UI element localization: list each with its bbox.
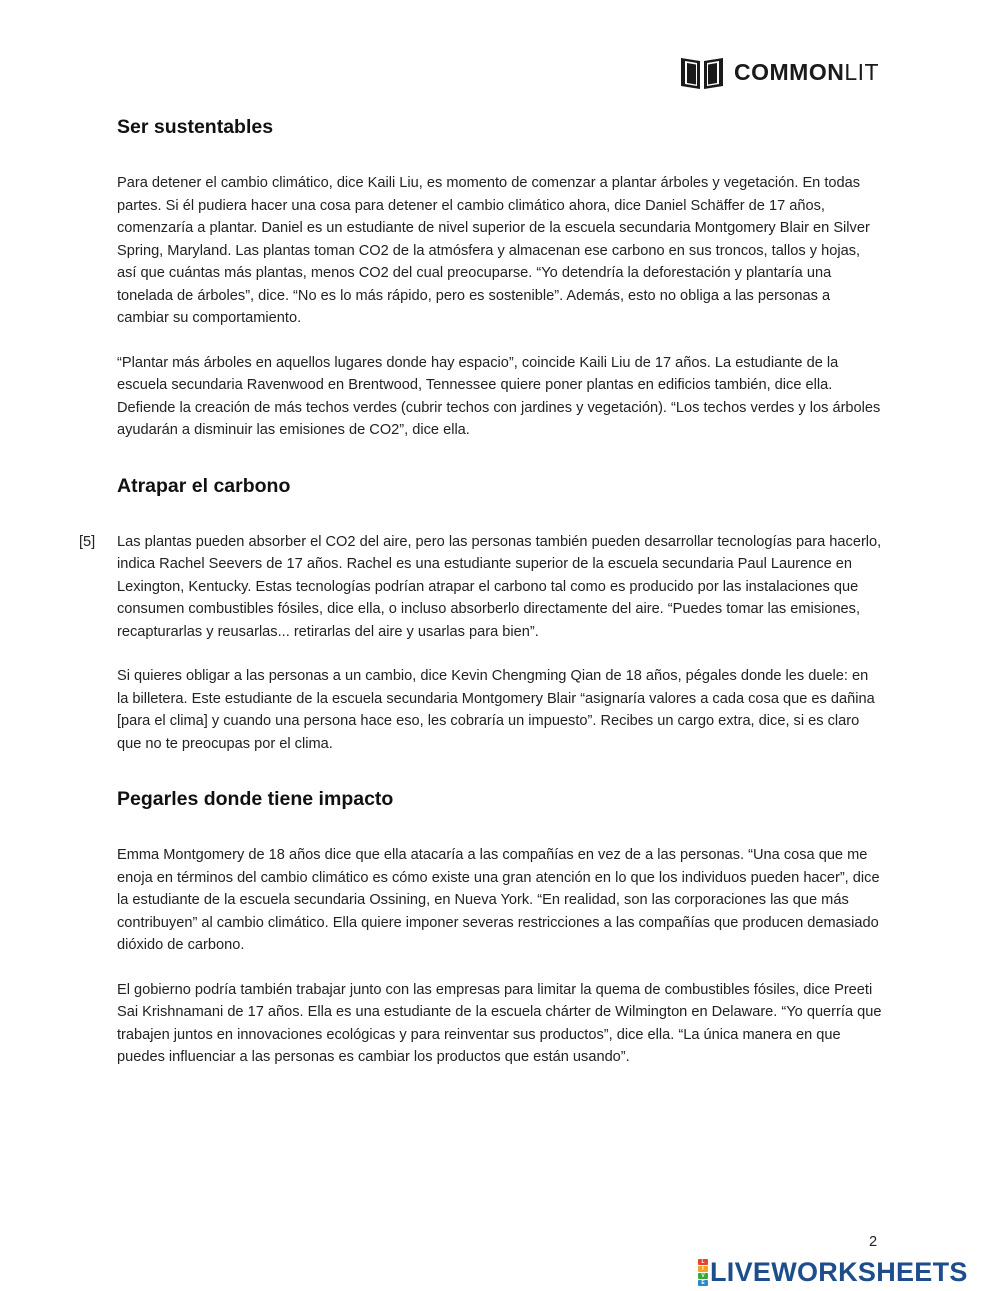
paragraph: Las plantas pueden absorber el CO2 del aire, pero las personas también pueden desarrollar tecnologías para hacerlo, indica Rachel Seevers de 17 años. Rachel es una estudiante superior de la escuela secundaria Paul Laurence en Lexington, Kentucky. Estas tecnologías podrían atrapar el carbono tal como es producido por las instalaciones que consumen combustibles fósiles, dice ella, o incluso absorberlo directamente del aire. “Puedes tomar las emisiones, recapturarlas y reusarlas... retirarlas del aire y usarlas para bien”. xyxy=(117,533,882,640)
section-heading-pegarles: Pegarles donde tiene impacto xyxy=(117,788,394,810)
liveworksheets-wordmark: LIVEWORKSHEETS xyxy=(710,1256,968,1287)
logo-light: LIT xyxy=(844,58,880,85)
paragraph: Si quieres obligar a las personas a un cambio, dice Kevin Chengming Qian de 18 años, pégales donde les duele: en la billetera. Este estudiante de la escuela secundaria Montgomery Blair “asignaría valores a cada cosa que es dañina [para el clima] y cuando una persona hace eso, les cobraría un impuesto”. Recibes un cargo extra, dice, si es claro que no te preocupas por el clima. xyxy=(117,668,875,752)
paragraph: “Plantar más árboles en aquellos lugares donde hay espacio”, coincide Kaili Liu de 17 años. La estudiante de la escuela secundaria Ravenwood en Brentwood, Tennessee quiere poner plantas en edificios también, dice ella. Defiende la creación de más techos verdes (cubrir techos con jardines y vegetación). “Los techos verdes y los árboles ayudarán a disminuir las emisiones de CO2”, dice ella. xyxy=(117,354,881,438)
commonlit-logo xyxy=(679,54,879,90)
liveworksheets-logo[interactable] xyxy=(698,1257,968,1287)
paragraph-number: [5] xyxy=(79,533,96,550)
article-body xyxy=(79,114,882,1069)
logo-wordmark xyxy=(734,59,879,86)
section-heading-sustentables: Ser sustentables xyxy=(117,116,274,138)
paragraph: Para detener el cambio climático, dice Kaili Liu, es momento de comenzar a plantar árboles y vegetación. En todas partes. Si él pudiera hacer una cosa para detener el cambio climático ahora, dice Daniel Schäffer de 17 años, comenzaría a plantar. Daniel es un estudiante de nivel superior de la escuela secundaria Montgomery Blair en Silver Spring, Maryland. Las plantas toman CO2 de la atmósfera y almacenan ese carbono en sus troncos, tallos y hojas, así que cuántas más plantas, menos CO2 del cual preocuparse. “Yo detendría la deforestación y plantaría una tonelada de árboles”, dice. “No es lo más rápido, pero es sostenible”. Además, esto no obliga a las personas a cambiar su comportamiento. xyxy=(117,175,870,326)
liveworksheets-blocks-icon: L I V E xyxy=(698,1258,708,1286)
section-heading-atrapar: Atrapar el carbono xyxy=(117,474,291,497)
page-number: 2 xyxy=(869,1234,878,1250)
paragraph: Emma Montgomery de 18 años dice que ella atacaría a las compañías en vez de a las personas. “Una cosa que me enoja en términos del cambio climático es cómo existe una gran atención en lo que los individuos pueden hacer”, dice la estudiante de la escuela secundaria Ossining, en Nueva York. “En realidad, son las corporaciones las que más contribuyen” al cambio climático. Ella quiere imponer severas restricciones a las compañías que producen demasiado dióxido de carbono. xyxy=(117,847,880,953)
logo-bold: COMMON xyxy=(734,58,845,85)
paragraph: El gobierno podría también trabajar junto con las empresas para limitar la quema de combustibles fósiles, dice Preeti Sai Krishnamani de 17 años. Ella es una estudiante de la escuela chárter de Wilmington en Delaware. “Yo querría que trabajen juntos en innovaciones ecológicas y para reinventar sus productos”, dice ella. “La única manera en que puedes influenciar a las personas es cambiar los productos que están usando”. xyxy=(117,981,882,1065)
open-book-icon xyxy=(679,54,725,90)
